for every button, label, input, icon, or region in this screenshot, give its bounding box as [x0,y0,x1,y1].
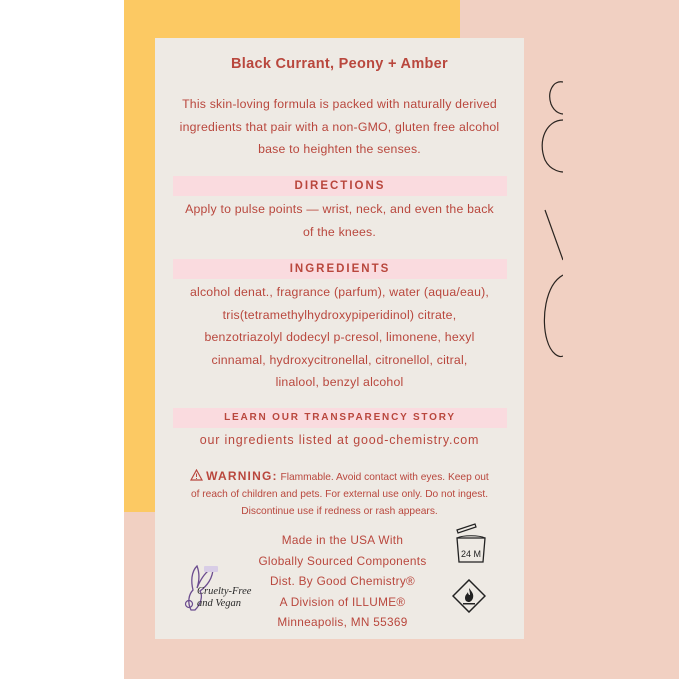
badge-line: Cruelty-Free [197,586,252,597]
intro-line: This skin-loving formula is packed with naturally derived [182,97,497,111]
product-title: Black Currant, Peony + Amber [231,56,448,72]
label-panel [155,38,524,639]
ingredients-line: tris(tetramethylhydroxypiperidinol) citrate, [222,307,457,322]
warning-line-1 [167,468,512,486]
pao-label: 24 M [460,549,481,559]
warning-line: Discontinue use if redness or rash appears. [241,506,438,517]
ingredients-text [169,281,510,394]
made-line: Minneapolis, MN 55369 [277,615,408,629]
ingredients-line: cinnamal, hydroxycitronellal, citronellol, citral, [211,352,468,367]
intro-line: base to heighten the senses. [258,142,421,156]
directions-heading: DIRECTIONS [173,176,507,196]
badge-line: and Vegan [197,598,242,609]
made-line: A Division of ILLUME® [279,594,406,609]
ingredients-line: alcohol denat., fragrance (parfum), water (aqua/eau), [189,285,490,299]
ingredients-line: linalool, benzyl alcohol [275,375,404,389]
flammable-icon [452,579,486,613]
warning-block [167,468,512,520]
made-line: Dist. By Good Chemistry® [269,574,416,588]
directions-line: of the knees. [302,224,376,239]
made-line: Made in the USA With [281,533,404,547]
decorative-lettering [523,60,563,380]
transparency-heading: LEARN OUR TRANSPARENCY STORY [173,408,507,428]
manufacturer-info [235,530,450,633]
warning-triangle-icon [190,469,203,481]
ingredients-line: benzotriazolyl dodecyl p-cresol, limonene, hexyl [204,330,475,344]
intro-line: ingredients that pair with a non-GMO, gluten free alcohol [179,119,500,134]
cruelty-free-badge [197,586,251,610]
warning-text: Flammable. Avoid contact with eyes. Keep out [280,472,489,483]
directions-text [169,198,510,243]
warning-line: of reach of children and pets. For external use only. Do not ingest. [190,489,489,500]
open-jar-icon [453,522,489,566]
ingredients-heading: INGREDIENTS [173,259,507,279]
directions-line: Apply to pulse points — wrist, neck, and even the back [185,202,494,216]
transparency-link[interactable]: our ingredients listed at good-chemistry.com [199,433,480,447]
warning-label: WARNING: [206,469,278,483]
made-line: Globally Sourced Components [258,553,427,568]
intro-text [169,93,510,161]
